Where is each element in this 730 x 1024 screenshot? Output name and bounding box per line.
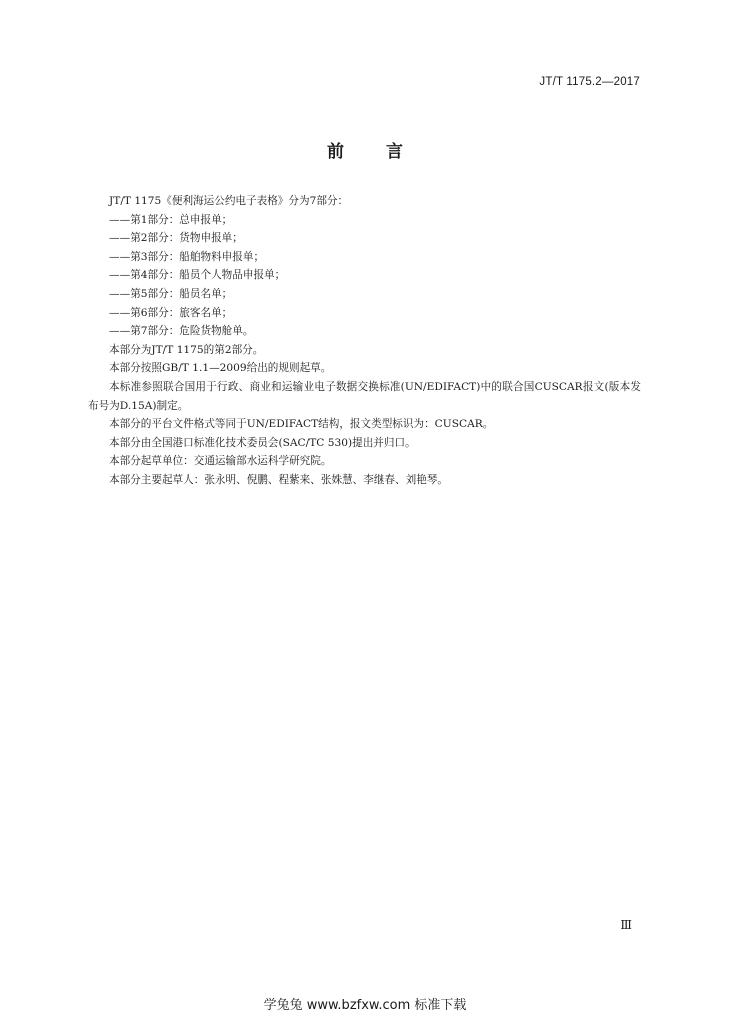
paragraph-drafting-unit: 本部分起草单位：交通运输部水运科学研究院。 — [109, 455, 332, 468]
list-item-part-6: ——第6部分：旅客名单； — [109, 306, 233, 319]
footer-watermark: 学兔兔 www.bzfxw.com 标准下载 — [263, 998, 467, 1013]
paragraph-intro: JT/T 1175《便利海运公约电子表格》分为7部分： — [109, 195, 349, 207]
paragraph-reference-standard: 本标准参照联合国用于行政、商业和运输业电子数据交换标准(UN/EDIFACT)中的联合国CUSCAR报文(版本发布号为D.15A)制定。 — [88, 380, 641, 412]
paragraph-drafters: 本部分主要起草人：张永明、倪鹏、程紫来、张姝慧、李继春、刘艳琴。 — [109, 473, 448, 486]
list-item-part-2: ——第2部分：货物申报单； — [109, 232, 243, 245]
foreword-body — [88, 192, 641, 490]
list-item-part-7: ——第7部分：危险货物舱单。 — [109, 325, 254, 338]
document-code: JT/T 1175.2—2017 — [539, 76, 640, 88]
list-item-part-4: ——第4部分：船员个人物品申报单； — [109, 269, 286, 282]
list-item-part-1: ——第1部分：总申报单； — [109, 213, 233, 226]
paragraph-proposer: 本部分由全国港口标准化技术委员会(SAC/TC 530)提出并归口。 — [109, 436, 416, 449]
paragraph-file-format: 本部分的平台文件格式等同于UN/EDIFACT结构，报文类型标识为：CUSCAR。 — [109, 418, 494, 431]
page-number: Ⅲ — [620, 918, 632, 932]
page-title — [0, 137, 730, 162]
list-item-part-5: ——第5部分：船员名单； — [109, 287, 233, 300]
title-char-2: 言 — [386, 142, 403, 162]
title-char-1: 前 — [327, 142, 344, 162]
paragraph-part-statement: 本部分为JT/T 1175的第2部分。 — [109, 343, 264, 356]
list-item-part-3: ——第3部分：船舶物料申报单； — [109, 250, 265, 263]
paragraph-drafting-rules: 本部分按照GB/T 1.1—2009给出的规则起草。 — [109, 362, 332, 375]
